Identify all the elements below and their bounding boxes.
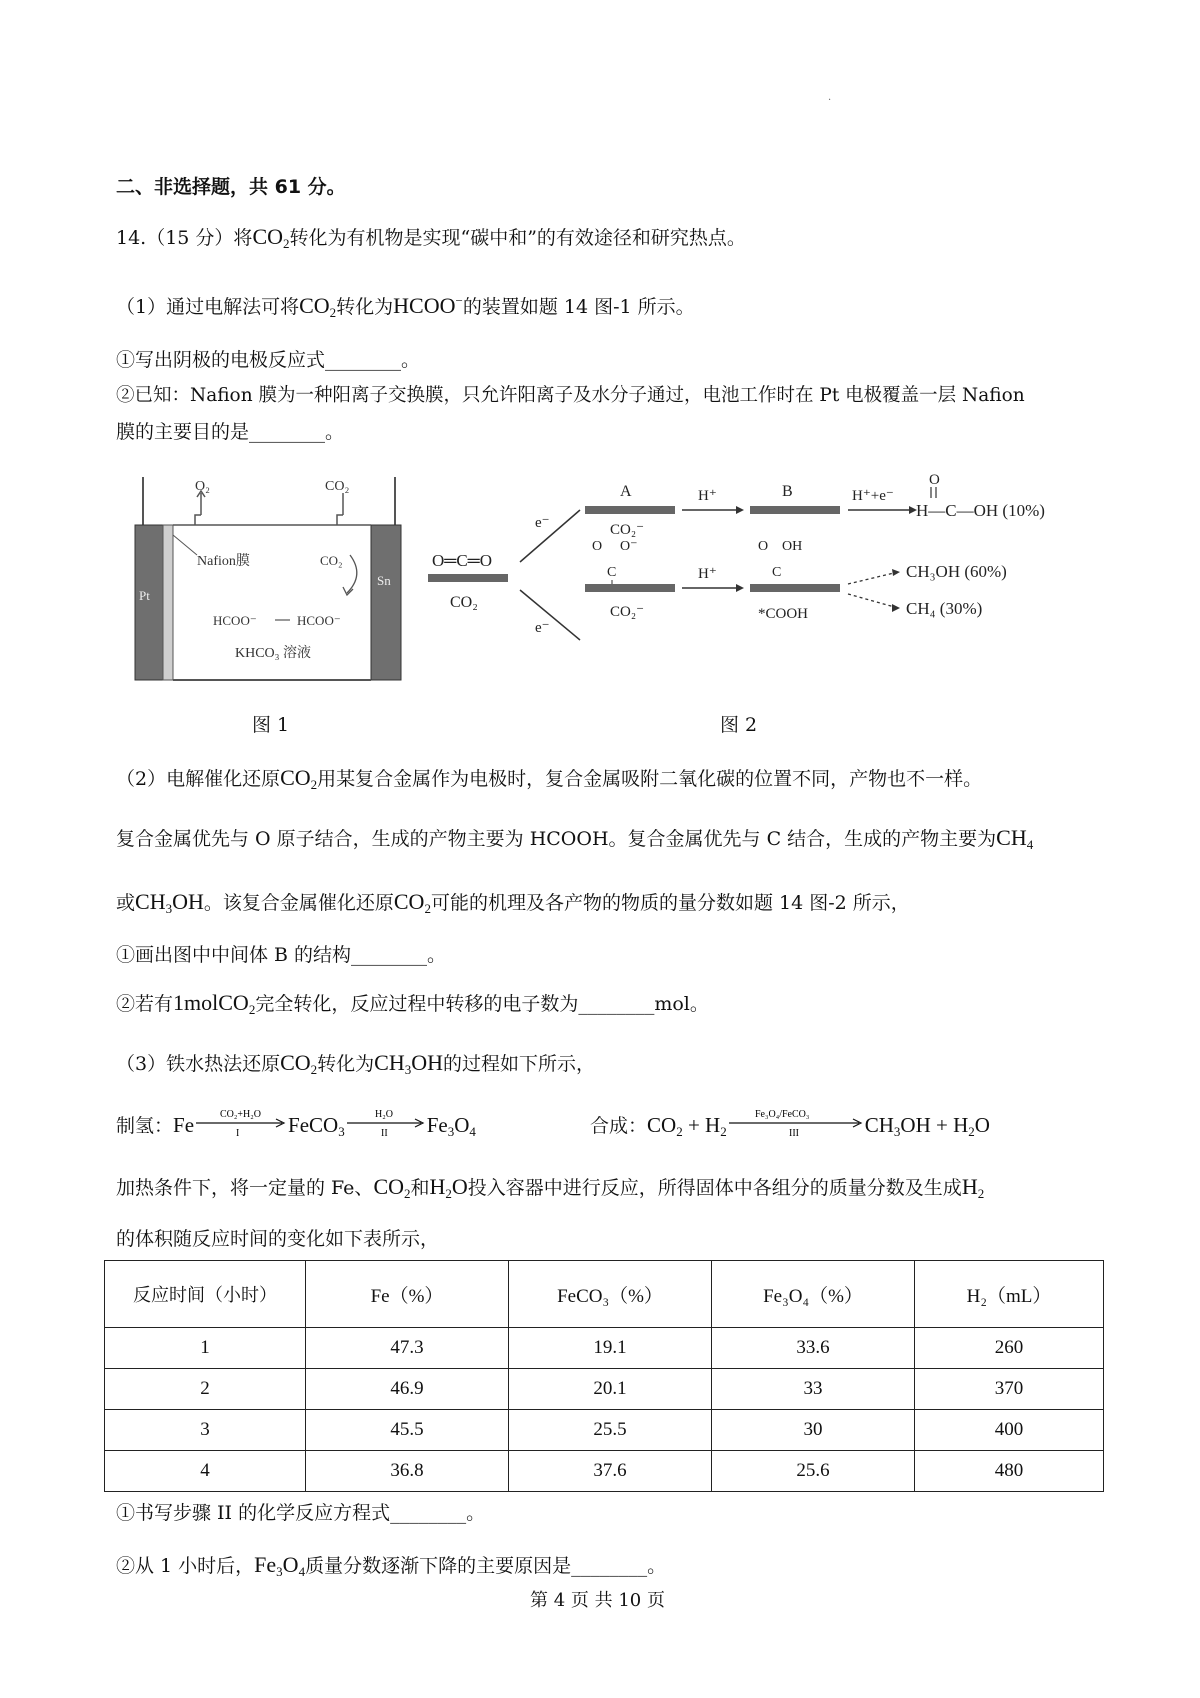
co2-inlet-label: CO₂ — [325, 479, 350, 494]
oh-group: OH — [782, 539, 803, 554]
q14-part3-a: ①书写步骤 II 的化学反应方程式________。 — [116, 1502, 486, 1524]
q14-part2-line1: （2）电解催化还原$CO_2$用某复合金属作为电极时，复合金属吸附二氧化碳的位置不同，产物也不一样。 — [116, 765, 983, 792]
table-cell: 3 — [105, 1410, 306, 1451]
q14-part1-a: ①写出阴极的电极反应式________。 — [116, 349, 421, 371]
hydrogen-production-scheme: 制氢：Fe CO₂+H₂O I FeCO$_3$ H₂O II $Fe_3O_4$ — [116, 1109, 476, 1139]
q14-part3-b: ②从 1 小时后，$Fe_3O_4$质量分数逐渐下降的主要原因是________。 — [116, 1552, 667, 1579]
methane-product: CH₄ (30%) — [906, 599, 983, 618]
table-cell: 45.5 — [306, 1410, 509, 1451]
figure-1-caption: 图 1 — [252, 714, 290, 736]
o-right: O — [758, 539, 769, 554]
page-footer: 第 4 页 共 10 页 — [530, 1590, 665, 1611]
table-cell: 1 — [105, 1328, 306, 1369]
table-header: 反应时间（小时） — [105, 1261, 306, 1328]
svg-text:H₂O: H₂O — [374, 1109, 393, 1120]
table-cell: 260 — [915, 1328, 1104, 1369]
reaction-data-table — [104, 1260, 1104, 1492]
c-atom-1: C — [607, 565, 617, 580]
table-row — [105, 1369, 1104, 1410]
figure-2-mechanism — [420, 472, 1110, 690]
h-plus-bottom: H⁺ — [698, 566, 717, 582]
table-cell: 25.6 — [712, 1451, 915, 1492]
q14-part2-line3: 或$CH_3OH$。该复合金属催化还原$CO_2$可能的机理及各产物的物质的量分数如题 14 图-2 所示， — [116, 889, 910, 916]
sn-label: Sn — [377, 573, 391, 588]
methanol-product: CH₃OH (60%) — [906, 562, 1007, 581]
table-row — [105, 1410, 1104, 1451]
co2-inner-label: CO₂ — [320, 553, 343, 568]
table-row — [105, 1451, 1104, 1492]
svg-text:II: II — [380, 1128, 388, 1138]
co2-radical-bottom: CO₂⁻ — [610, 604, 644, 620]
table-cell: 370 — [915, 1369, 1104, 1410]
table-cell: 4 — [105, 1451, 306, 1492]
table-cell: 480 — [915, 1451, 1104, 1492]
table-header: Fe₃O₄（%） — [712, 1261, 915, 1328]
q14-intro: 14.（15 分）将$CO_2$转化为有机物是实现“碳中和”的有效途径和研究热点。 — [116, 224, 746, 251]
c-atom-2: C — [772, 565, 782, 580]
step-iii-arrow — [727, 1108, 865, 1138]
cooh-label: *COOH — [758, 606, 809, 622]
q14-part3-desc-line2: 的体积随反应时间的变化如下表所示， — [116, 1228, 440, 1250]
step-ii-arrow — [345, 1108, 427, 1138]
intermediate-b: B — [782, 483, 793, 500]
formic-o: O — [929, 472, 940, 488]
q14-part2-a: ①画出图中中间体 B 的结构________。 — [116, 944, 447, 966]
table-cell: 25.5 — [509, 1410, 712, 1451]
co2-structure: O═C═O — [432, 551, 492, 570]
svg-text:Fe₃O₄/FeCO₃: Fe₃O₄/FeCO₃ — [754, 1109, 810, 1120]
electron-bottom: e⁻ — [535, 620, 550, 636]
step-i-arrow — [194, 1108, 288, 1138]
formic-acid: H—C—OH (10%) — [916, 501, 1045, 520]
q14-part2-line2: 复合金属优先与 O 原子结合，生成的产物主要为 HCOOH。复合金属优先与 C 结合，生成的产物主要为$CH_4$ — [116, 825, 1034, 852]
table-cell: 2 — [105, 1369, 306, 1410]
co2-radical-top: CO₂⁻ — [610, 522, 644, 538]
co2-label: CO₂ — [450, 594, 478, 611]
figure-2-caption: 图 2 — [720, 714, 758, 736]
synthesis-scheme: 合成：$CO_2 + H_2$ Fe₃O₄/FeCO₃ III $CH_3OH + H_2O$ — [590, 1109, 990, 1139]
section-title: 二、非选择题，共 61 分。 — [116, 176, 346, 198]
table-header-row — [105, 1261, 1104, 1328]
table-cell: 36.8 — [306, 1451, 509, 1492]
q14-part1-b-line1: ②已知：Nafion 膜为一种阳离子交换膜，只允许阳离子及水分子通过，电池工作时在 Pt 电极覆盖一层 Nafion — [116, 385, 1025, 406]
table-cell: 20.1 — [509, 1369, 712, 1410]
table-cell: 47.3 — [306, 1328, 509, 1369]
solution-label: KHCO₃ 溶液 — [235, 646, 312, 661]
pt-label: Pt — [139, 588, 150, 603]
table-cell: 46.9 — [306, 1369, 509, 1410]
table-cell: 30 — [712, 1410, 915, 1451]
o2-label: O₂ — [195, 479, 210, 494]
table-cell: 19.1 — [509, 1328, 712, 1369]
hcoo-right-label: HCOO⁻ — [297, 613, 341, 628]
svg-text:III: III — [788, 1128, 799, 1138]
figure-1-electrolysis-cell — [125, 475, 425, 690]
table-header: FeCO₃（%） — [509, 1261, 712, 1328]
table-cell: 33.6 — [712, 1328, 915, 1369]
h-plus-electron: H⁺+e⁻ — [852, 488, 894, 504]
table-cell: 400 — [915, 1410, 1104, 1451]
svg-text:CO₂+H₂O: CO₂+H₂O — [220, 1109, 261, 1120]
table-row — [105, 1328, 1104, 1369]
nafion-label: Nafion膜 — [197, 554, 250, 569]
svg-text:I: I — [236, 1128, 240, 1138]
electron-top: e⁻ — [535, 515, 550, 531]
intermediate-a: A — [620, 483, 632, 500]
header-dot: . — [828, 92, 832, 103]
q14-part2-b: ②若有1molCO$_2$完全转化，反应过程中转移的电子数为________mol。 — [116, 990, 709, 1017]
table-header: Fe（%） — [306, 1261, 509, 1328]
q14-part3-intro: （3）铁水热法还原$CO_2$转化为$CH_3OH$的过程如下所示， — [116, 1050, 596, 1077]
q14-part3-desc-line1: 加热条件下，将一定量的 Fe、$CO_2$和$H_2O$投入容器中进行反应，所得固体中各组分的质量分数及生成$H_2$ — [116, 1174, 985, 1201]
q14-part1: （1）通过电解法可将$CO_2$转化为HCOO−的装置如题 14 图-1 所示。 — [116, 293, 695, 320]
hcoo-left-label: HCOO⁻ — [213, 613, 257, 628]
table-header: H₂（mL） — [915, 1261, 1104, 1328]
q14-part1-b-line2: 膜的主要目的是________。 — [116, 421, 345, 443]
o-minus: O⁻ — [620, 539, 638, 554]
table-cell: 37.6 — [509, 1451, 712, 1492]
o-left: O — [592, 539, 603, 554]
h-plus-top: H⁺ — [698, 488, 717, 504]
table-cell: 33 — [712, 1369, 915, 1410]
